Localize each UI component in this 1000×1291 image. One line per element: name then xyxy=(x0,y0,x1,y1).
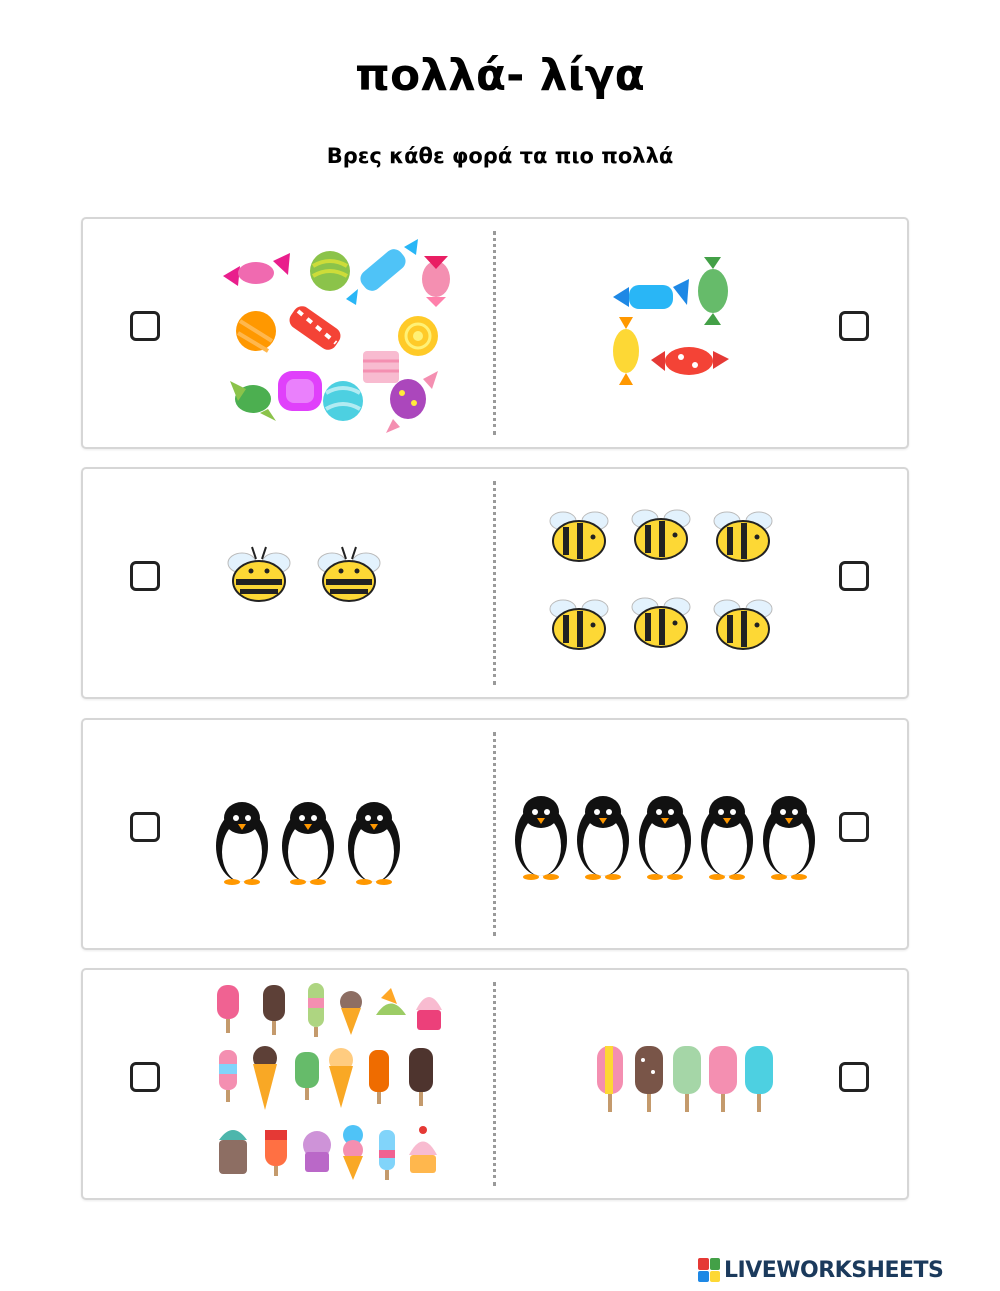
question-row-bees xyxy=(81,467,909,699)
divider xyxy=(493,231,496,435)
question-row-ice-creams xyxy=(81,968,909,1200)
divider xyxy=(493,481,496,685)
left-checkbox[interactable] xyxy=(130,1062,160,1092)
page-title: πολλά- λίγα xyxy=(355,50,645,101)
divider xyxy=(493,982,496,1186)
right-checkbox[interactable] xyxy=(839,1062,869,1092)
divider xyxy=(493,732,496,936)
right-checkbox[interactable] xyxy=(839,561,869,591)
logo-text: LIVEWORKSHEETS xyxy=(724,1257,944,1283)
question-row-candies xyxy=(81,217,909,449)
few-candies-image xyxy=(611,255,736,400)
many-candies-image xyxy=(218,231,458,436)
many-bees-image xyxy=(545,503,790,663)
few-penguins-image xyxy=(210,798,410,886)
logo-icon xyxy=(698,1258,720,1282)
many-ice-creams-image xyxy=(211,980,451,1185)
right-checkbox[interactable] xyxy=(839,311,869,341)
many-penguins-image xyxy=(511,790,821,882)
left-checkbox[interactable] xyxy=(130,311,160,341)
few-bees-image xyxy=(216,541,391,613)
instructions: Βρες κάθε φορά τα πιο πολλά xyxy=(326,144,674,168)
right-checkbox[interactable] xyxy=(839,812,869,842)
few-ice-creams-image xyxy=(595,1042,780,1117)
liveworksheets-logo xyxy=(698,1256,998,1284)
left-checkbox[interactable] xyxy=(130,561,160,591)
question-row-penguins xyxy=(81,718,909,950)
left-checkbox[interactable] xyxy=(130,812,160,842)
